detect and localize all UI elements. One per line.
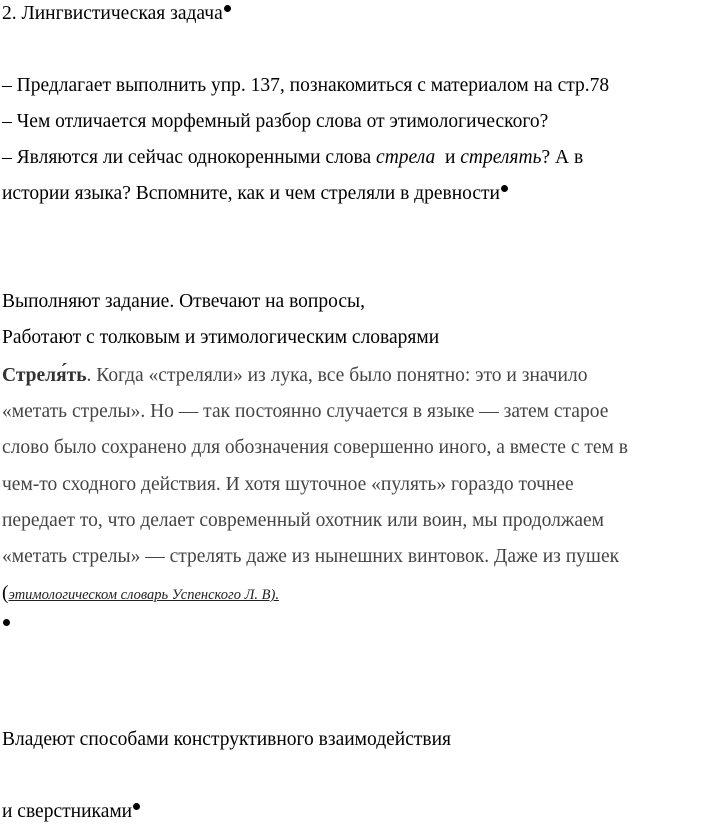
dictionary-line-3: слово было сохранено для обозначения совершенно иного, а вместе с тем в bbox=[2, 437, 628, 458]
teacher-line-1: – Предлагает выполнить упр. 137, познакомиться с материалом на стр.78 bbox=[2, 75, 610, 96]
dictionary-reference bbox=[2, 582, 279, 607]
task-heading bbox=[2, 2, 231, 26]
word-strelyat: стрелять bbox=[460, 147, 542, 168]
bullet-dot-icon bbox=[133, 803, 140, 810]
standalone-bullet bbox=[2, 616, 10, 640]
teacher-line-3-part-c: ? А в bbox=[541, 147, 584, 168]
dictionary-line-1 bbox=[2, 364, 587, 388]
teacher-line-2: – Чем отличается морфемный разбор слова от этимологического? bbox=[2, 111, 549, 132]
dictionary-line-1-rest: . Когда «стреляли» из лука, все было понятно: это и значило bbox=[86, 365, 588, 386]
students-line-1: Выполняют задание. Отвечают на вопросы, bbox=[2, 291, 365, 312]
reference-open-paren: ( bbox=[2, 583, 9, 604]
teacher-line-4 bbox=[2, 182, 508, 206]
bullet-dot-icon bbox=[224, 5, 231, 12]
teacher-line-4-text: истории языка? Вспомните, как и чем стреляли в древности bbox=[2, 183, 500, 204]
word-strela: стрела bbox=[376, 147, 436, 168]
dictionary-line-5: передает то, что делает современный охотник или воин, мы продолжаем bbox=[2, 510, 605, 531]
dictionary-line-2: «метать стрелы». Но — так постоянно случается в языке — затем старое bbox=[2, 401, 609, 422]
students-line-2: Работают с толковым и этимологическим словарями bbox=[2, 327, 440, 348]
outcome-line-2-text: и сверстниками bbox=[2, 801, 133, 822]
outcome-line-2 bbox=[2, 800, 140, 824]
teacher-line-3 bbox=[2, 146, 583, 170]
bullet-dot-icon bbox=[3, 619, 10, 626]
dictionary-line-6: «метать стрелы» — стрелять даже из нынешних винтовок. Даже из пушек bbox=[2, 546, 620, 567]
outcome-line-1: Владеют способами конструктивного взаимодействия bbox=[2, 729, 451, 750]
dictionary-line-4: чем-то сходного действия. И хотя шуточное «пулять» гораздо точнее bbox=[2, 474, 574, 495]
teacher-line-3-part-b: и bbox=[435, 147, 461, 168]
bullet-dot-icon bbox=[501, 185, 508, 192]
reference-link[interactable]: этимологическом словарь Успенского Л. В). bbox=[8, 587, 279, 603]
dictionary-headword: Стреля́ть bbox=[2, 365, 87, 386]
task-heading-text: 2. Лингвистическая задача bbox=[2, 3, 223, 24]
teacher-line-3-part-a: – Являются ли сейчас однокоренными слова bbox=[2, 147, 377, 168]
